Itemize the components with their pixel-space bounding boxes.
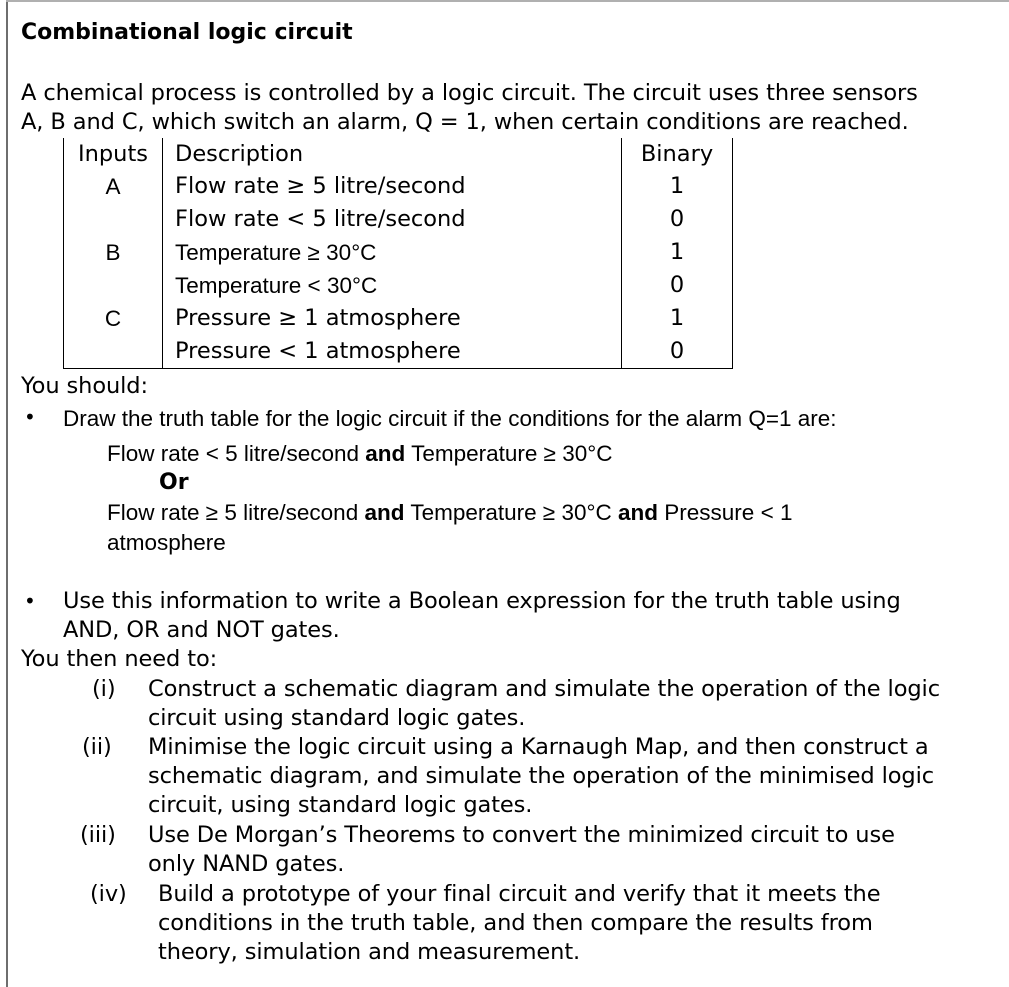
and-keyword: and (364, 500, 405, 525)
condition-1-part-b: Temperature ≥ 30°C (405, 441, 613, 466)
table-row (64, 302, 733, 335)
description-cell: Flow rate < 5 litre/second (163, 203, 622, 236)
and-keyword: and (618, 500, 659, 525)
description-cell: Pressure ≥ 1 atmosphere (163, 302, 622, 335)
binary-cell: 0 (622, 269, 733, 302)
input-cell (64, 269, 163, 302)
input-cell: B (64, 236, 163, 269)
binary-cell: 1 (622, 170, 733, 203)
task-4-line-2: conditions in the truth table, and then compare the results from (158, 910, 873, 936)
you-should-label: You should: (21, 373, 148, 399)
and-keyword: and (365, 441, 406, 466)
condition-2-part-a: Flow rate ≥ 5 litre/second (107, 500, 365, 525)
input-cell (64, 335, 163, 369)
binary-cell: 1 (622, 302, 733, 335)
table-header-row (64, 138, 733, 170)
binary-cell: 0 (622, 203, 733, 236)
task-3-line-1: Use De Morgan’s Theorems to convert the minimized circuit to use (148, 822, 895, 848)
intro-line-2: A, B and C, which switch an alarm, Q = 1, when certain conditions are reached. (21, 109, 909, 135)
bullet-2-marker: • (24, 589, 36, 613)
page-top-border (6, 0, 1009, 2)
description-cell: Temperature ≥ 30°C (163, 236, 622, 269)
task-4-line-1: Build a prototype of your final circuit and verify that it meets the (158, 881, 881, 907)
input-cell: A (64, 170, 163, 203)
binary-cell: 1 (622, 236, 733, 269)
then-need-label: You then need to: (21, 646, 218, 672)
task-2-line-2: schematic diagram, and simulate the operation of the minimised logic (148, 763, 934, 789)
table-row (64, 269, 733, 302)
condition-1 (107, 441, 613, 467)
intro-line-1: A chemical process is controlled by a logic circuit. The circuit uses three sensors (21, 80, 918, 106)
task-1-number: (i) (92, 676, 116, 702)
table-row (64, 203, 733, 236)
table-row (64, 236, 733, 269)
description-cell: Pressure < 1 atmosphere (163, 335, 622, 369)
condition-1-part-a: Flow rate < 5 litre/second (107, 441, 366, 466)
task-1-line-1: Construct a schematic diagram and simulate the operation of the logic (148, 676, 940, 702)
bullet-1-marker: • (24, 405, 36, 429)
condition-2-part-b: Temperature ≥ 30°C (404, 500, 619, 525)
task-3-line-2: only NAND gates. (148, 851, 345, 877)
bullet-1-text: Draw the truth table for the logic circuit if the conditions for the alarm Q=1 are: (63, 406, 837, 431)
input-cell (64, 203, 163, 236)
page-title: Combinational logic circuit (21, 20, 353, 45)
task-2-line-3: circuit, using standard logic gates. (148, 792, 533, 818)
binary-cell: 0 (622, 335, 733, 369)
sensor-table (63, 138, 733, 369)
description-cell: Flow rate ≥ 5 litre/second (163, 170, 622, 203)
header-description: Description (163, 138, 622, 170)
header-inputs: Inputs (64, 138, 163, 170)
task-2-line-1: Minimise the logic circuit using a Karnaugh Map, and then construct a (148, 734, 929, 760)
condition-2-continued: atmosphere (107, 530, 226, 555)
bullet-2-line-1: Use this information to write a Boolean expression for the truth table using (63, 588, 901, 614)
task-2-number: (ii) (82, 734, 112, 760)
header-binary: Binary (622, 138, 733, 170)
input-cell: C (64, 302, 163, 335)
or-keyword: Or (159, 470, 189, 495)
bullet-2-line-2: AND, OR and NOT gates. (63, 617, 340, 643)
table-row (64, 335, 733, 369)
task-4-number: (iv) (90, 881, 127, 907)
table-row (64, 170, 733, 203)
task-4-line-3: theory, simulation and measurement. (158, 939, 581, 965)
condition-2-part-c: Pressure < 1 (658, 500, 793, 525)
task-3-number: (iii) (80, 822, 116, 848)
description-cell: Temperature < 30°C (163, 269, 622, 302)
condition-2 (107, 500, 792, 526)
page-left-border (6, 0, 8, 987)
task-1-line-2: circuit using standard logic gates. (148, 705, 526, 731)
